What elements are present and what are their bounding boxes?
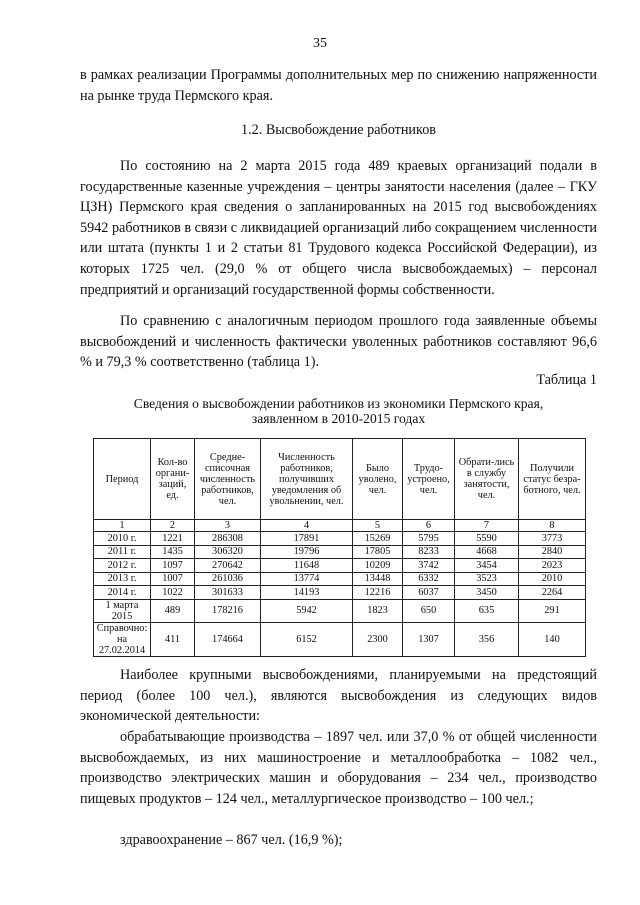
reference-row: [94, 622, 586, 656]
col-number: 4: [261, 520, 353, 532]
table-cell: 140: [519, 622, 586, 656]
table-cell: 17805: [353, 545, 403, 559]
table-cell: 1 марта 2015: [94, 599, 151, 622]
table-cell: 1435: [151, 545, 195, 559]
table-cell: 5942: [261, 599, 353, 622]
table-cell: 6152: [261, 622, 353, 656]
paragraph-releases-status: По состоянию на 2 марта 2015 года 489 краевых организаций подали в государственные казенные учреждения – центры занятости населения (далее – ГКУ ЦЗН) Пермского края сведения о запланированных на 2015 год высвобождениях 5942 работников в связи с ликвидацией организаций либо сокращением численности или штата (пункты 1 и 2 статьи 81 Трудового кодекса Российской Федерации), из которых 1725 чел. (29,0 % от общего числа высвобождаемых) – персонал предприятий и организаций государственной формы собственности.: [80, 158, 597, 298]
table-cell: 17891: [261, 532, 353, 546]
section-heading: 1.2. Высвобождение работников: [241, 122, 436, 138]
column-numbers-row: [94, 520, 586, 532]
paragraph-comparison: По сравнению с аналогичным периодом прошлого года заявленные объемы высвобождений и численность фактически уволенных работников составляют 96,6 % и 79,3 % соответственно (таблица 1).: [80, 313, 597, 371]
table-cell: 174664: [195, 622, 261, 656]
table-cell: 4668: [455, 545, 519, 559]
table-cell: 2013 г.: [94, 572, 151, 586]
reference-label-line1: Справочно:: [96, 622, 148, 634]
table-cell: 2014 г.: [94, 586, 151, 600]
table-row: [94, 572, 586, 586]
page-number: 35: [313, 36, 327, 51]
table-cell: 5590: [455, 532, 519, 546]
table-cell: 306320: [195, 545, 261, 559]
table-title-line2: заявленном в 2010-2015 годах: [251, 411, 426, 426]
header-applied: Обрати-лись в службу занятости, чел.: [455, 439, 519, 520]
col-number: 8: [519, 520, 586, 532]
reference-label-line2: на 27.02.2014: [98, 633, 146, 656]
table-cell: 635: [455, 599, 519, 622]
header-avg-headcount: Средне-списочная численность работников, чел.: [195, 439, 261, 520]
table-cell: 2010 г.: [94, 532, 151, 546]
table-cell: 5795: [403, 532, 455, 546]
table-cell: 8233: [403, 545, 455, 559]
col-number: 7: [455, 520, 519, 532]
table-cell: 2012 г.: [94, 559, 151, 573]
table-title-line1: Сведения о высвобождении работников из экономики Пермского края,: [133, 396, 544, 411]
header-org-count: Кол-во органи-заций, ед.: [151, 439, 195, 520]
table-cell: 2300: [353, 622, 403, 656]
header-dismissed: Было уволено, чел.: [353, 439, 403, 520]
table-cell: 3454: [455, 559, 519, 573]
table-cell: 1022: [151, 586, 195, 600]
table-cell: 270642: [195, 559, 261, 573]
header-employed: Трудо-устроено, чел.: [403, 439, 455, 520]
table-cell: 11648: [261, 559, 353, 573]
col-number: 5: [353, 520, 403, 532]
table-row: [94, 586, 586, 600]
table-cell: 2011 г.: [94, 545, 151, 559]
table-row: [94, 532, 586, 546]
table-cell: 1007: [151, 572, 195, 586]
table-cell: 489: [151, 599, 195, 622]
table-cell: 1307: [403, 622, 455, 656]
table-cell: 2264: [519, 586, 586, 600]
table-cell: 301633: [195, 586, 261, 600]
table-row: [94, 559, 586, 573]
table-cell: 12216: [353, 586, 403, 600]
paragraph-healthcare: здравоохранение – 867 чел. (16,9 %);: [120, 832, 343, 848]
table-cell: 10209: [353, 559, 403, 573]
paragraph-manufacturing: обрабатывающие производства – 1897 чел. или 37,0 % от общей численности высвобождаемых, из них машиностроение и металлообработка – 1082 чел., производство электрических машин и оборудования – 234 чел., производство пищевых продуктов – 124 чел., металлургическое производство – 100 чел.;: [80, 729, 597, 807]
releases-table: [93, 438, 586, 657]
col-number: 3: [195, 520, 261, 532]
paragraph-largest-releases: Наиболее крупными высвобождениями, планируемыми на предстоящий период (более 100 чел.), являются высвобождения из следующих видов экономической деятельности:: [80, 667, 597, 725]
table-cell: 1097: [151, 559, 195, 573]
table-label: Таблица 1: [536, 372, 597, 388]
table-cell: 2023: [519, 559, 586, 573]
table-cell: 3523: [455, 572, 519, 586]
table-cell: 178216: [195, 599, 261, 622]
intro-paragraph: в рамках реализации Программы дополнительных мер по снижению напряженности на рынке труда Пермского края.: [80, 67, 597, 104]
table-cell: 3450: [455, 586, 519, 600]
table-row: [94, 599, 586, 622]
table-cell: 2010: [519, 572, 586, 586]
table-cell: 6037: [403, 586, 455, 600]
reference-label: [94, 622, 151, 656]
header-period: Период: [94, 439, 151, 520]
col-number: 1: [94, 520, 151, 532]
table-title: [80, 396, 597, 426]
table-cell: 411: [151, 622, 195, 656]
table-cell: 650: [403, 599, 455, 622]
table-cell: 1221: [151, 532, 195, 546]
table-cell: 3773: [519, 532, 586, 546]
table-cell: 3742: [403, 559, 455, 573]
table-cell: 291: [519, 599, 586, 622]
table-cell: 13448: [353, 572, 403, 586]
header-unemployed-status: Получили статус безра-ботного, чел.: [519, 439, 586, 520]
table-cell: 1823: [353, 599, 403, 622]
table-cell: 356: [455, 622, 519, 656]
header-notified: Численность работников, получивших уведомления об увольнении, чел.: [261, 439, 353, 520]
table-cell: 286308: [195, 532, 261, 546]
table-cell: 6332: [403, 572, 455, 586]
table-header-row: [94, 439, 586, 520]
table-cell: 15269: [353, 532, 403, 546]
table-cell: 2840: [519, 545, 586, 559]
col-number: 2: [151, 520, 195, 532]
table-cell: 19796: [261, 545, 353, 559]
table-cell: 14193: [261, 586, 353, 600]
table-row: [94, 545, 586, 559]
table-cell: 261036: [195, 572, 261, 586]
table-cell: 13774: [261, 572, 353, 586]
col-number: 6: [403, 520, 455, 532]
